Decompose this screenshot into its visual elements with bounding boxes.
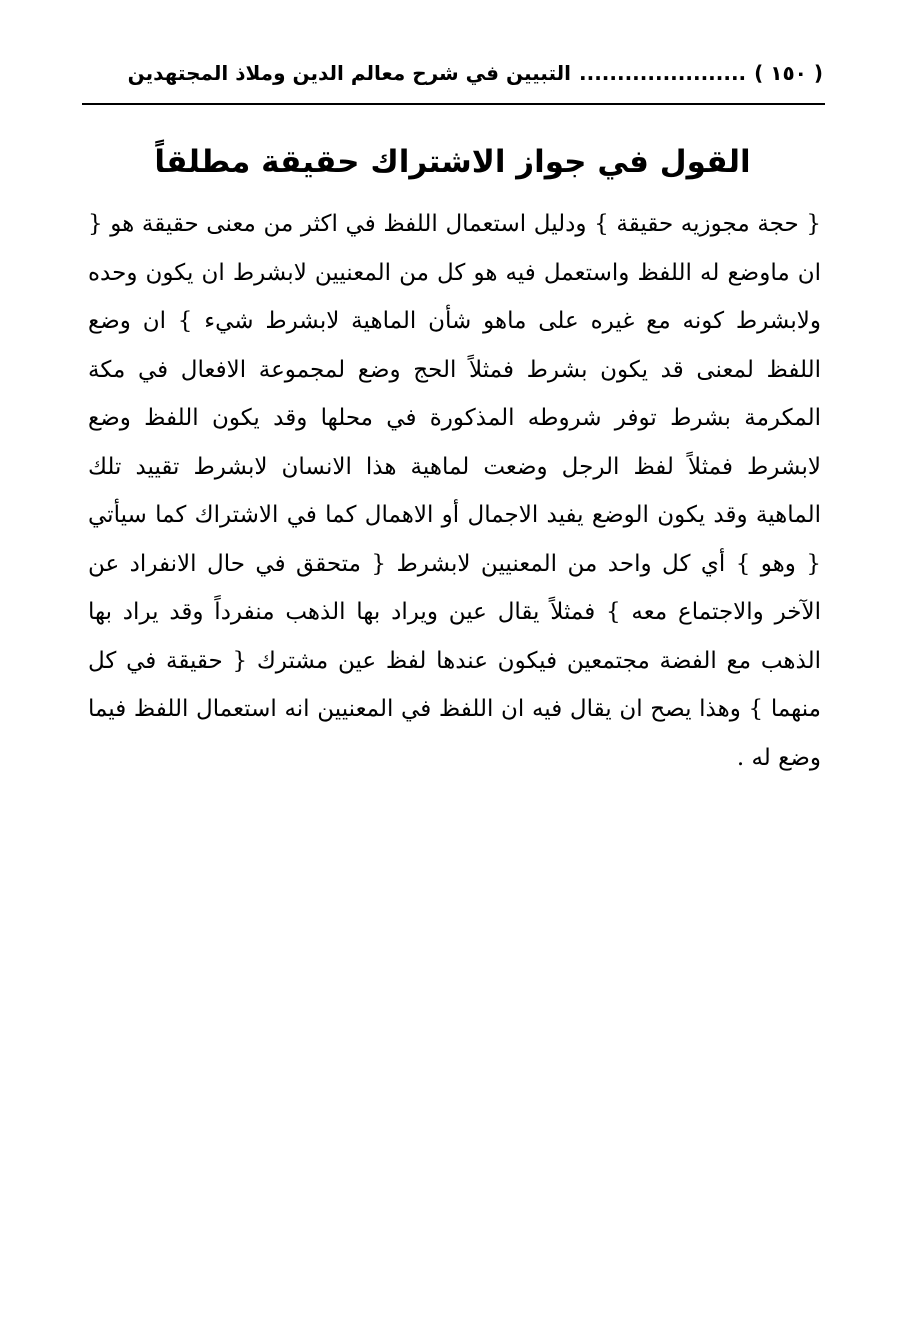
running-title: التبيين في شرح معالم الدين وملاذ المجتهدين [127, 61, 571, 85]
running-header [88, 52, 823, 94]
page-number: ( ١٥٠ ) [754, 61, 823, 85]
body-paragraph: { حجة مجوزيه حقيقة } ودليل استعمال اللفظ في اكثر من معنى حقيقة هو { ان ماوضع له اللفظ واستعمل فيه هو كل من المعنيين لابشرط ان يكون وحده ولابشرط كونه مع غيره على ماهو شأن الماهية لابشرط شيء } ان وضع اللفظ لمعنى قد يكون بشرط فمثلاً الحج وضع لمجموعة الافعال في مكة المكرمة بشرط توفر شروطه المذكورة في محلها وقد يكون اللفظ وضع لابشرط فمثلاً لفظ الرجل وضعت لماهية هذا الانسان لابشرط تقييد تلك الماهية وقد يكون الوضع يفيد الاجمال أو الاهمال كما في الاشتراك كما سيأتي { وهو } أي كل واحد من المعنيين لابشرط { متحقق في حال الانفراد عن الآخر والاجتماع معه } فمثلاً يقال عين ويراد بها الذهب منفرداً وقد يراد بها الذهب مع الفضة مجتمعين فيكون عندها لفظ عين مشترك { حقيقة في كل منهما } وهذا يصح ان يقال فيه ان اللفظ في المعنيين انه استعمال اللفظ فيما وضع له . [88, 211, 821, 771]
header-dot-leader: ...................... [579, 61, 747, 85]
header-rule [82, 103, 825, 105]
section-heading: القول في جواز الاشتراك حقيقة مطلقاً [154, 144, 751, 180]
